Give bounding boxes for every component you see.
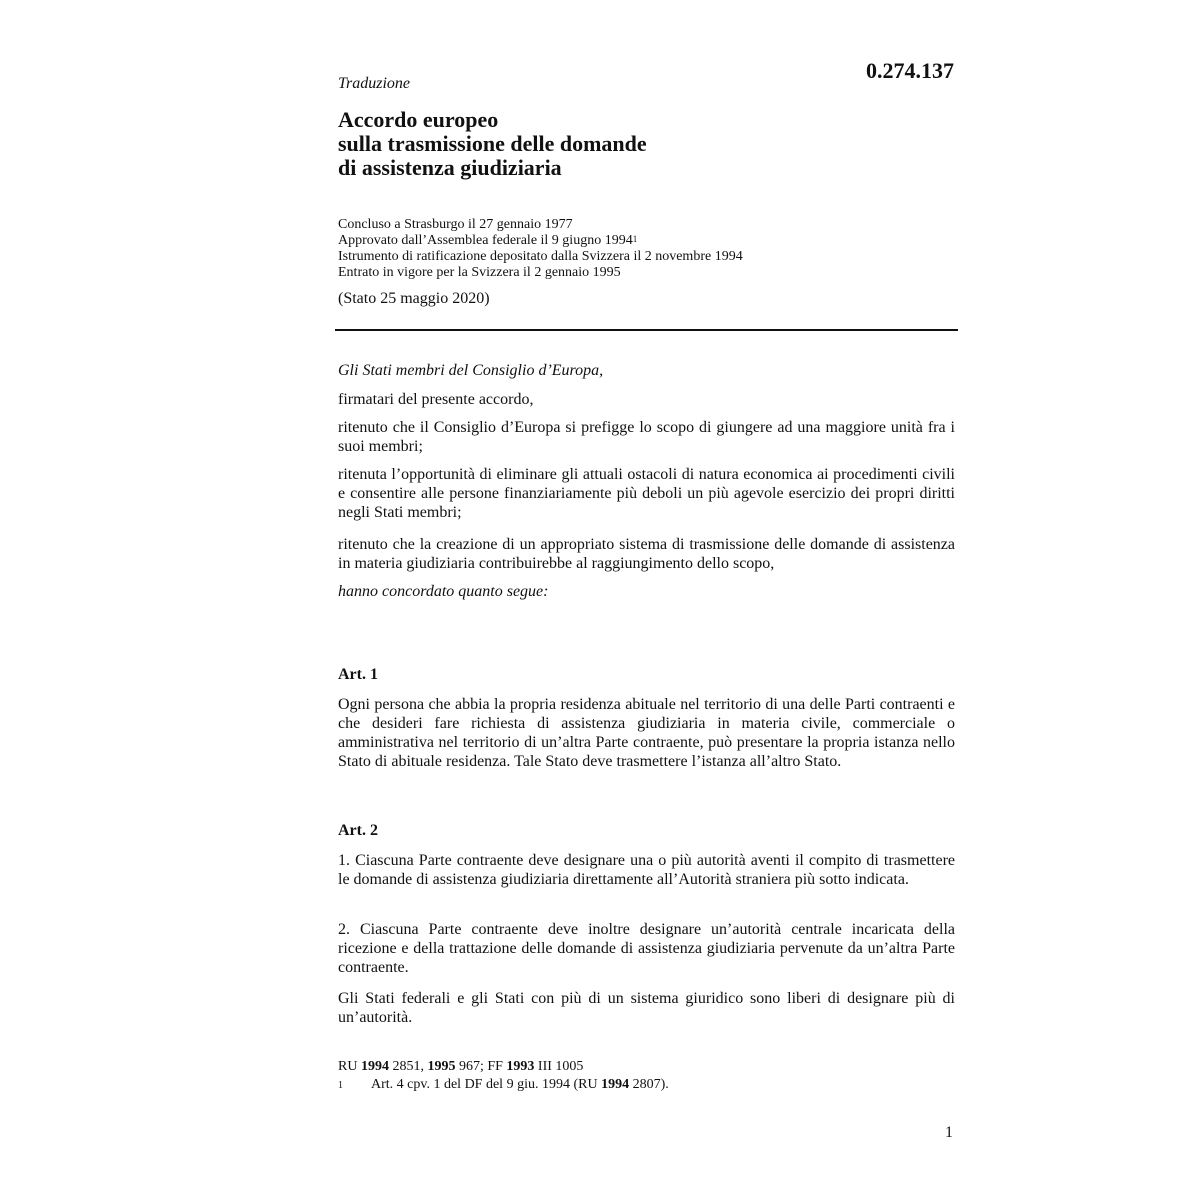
ru-year-1995: 1995 bbox=[427, 1059, 456, 1074]
ff-ref: III 1005 bbox=[534, 1059, 584, 1074]
document-metadata bbox=[338, 217, 743, 281]
meta-approved bbox=[338, 233, 743, 249]
article-2-heading: Art. 2 bbox=[338, 822, 378, 839]
article-1-heading: Art. 1 bbox=[338, 666, 378, 683]
footnote-year: 1994 bbox=[601, 1077, 630, 1092]
footnote-1 bbox=[338, 1076, 669, 1095]
preamble-paragraph-3: ritenuta l’opportunità di eliminare gli attuali ostacoli di natura economica ai procedimenti civili e consentire alle persone finanziariamente più deboli un più agevole esercizio dei propri diritti negli Stati membri; bbox=[338, 466, 955, 521]
preamble-paragraph-2: ritenuto che il Consiglio d’Europa si prefigge lo scopo di giungere ad una maggiore unità fra i suoi membri; bbox=[338, 419, 955, 455]
article-2-paragraph-3: Gli Stati federali e gli Stati con più di un sistema giuridico sono liberi di designare più di un’autorità. bbox=[338, 990, 955, 1026]
meta-approved-text: Approvato dall’Assemblea federale il 9 giugno 1994 bbox=[338, 233, 633, 248]
meta-in-force: Entrato in vigore per la Svizzera il 2 gennaio 1995 bbox=[338, 265, 621, 280]
ru-year-1994: 1994 bbox=[360, 1059, 389, 1074]
status-date: (Stato 25 maggio 2020) bbox=[338, 290, 490, 307]
footnote-1-number: 1 bbox=[338, 1080, 343, 1091]
preamble-paragraph-1: firmatari del presente accordo, bbox=[338, 391, 534, 408]
translation-label: Traduzione bbox=[338, 75, 411, 92]
article-2-paragraph-2: 2. Ciascuna Parte contraente deve inoltre designare un’autorità centrale incaricata della ricezione e della trattazione delle domande di assistenza giudiziaria pervenute da un’altra Parte contraente. bbox=[338, 921, 955, 976]
ru-page-2851: 2851, bbox=[388, 1059, 428, 1074]
ru-label: RU bbox=[338, 1059, 361, 1074]
publication-references bbox=[338, 1058, 669, 1076]
article-2-paragraph-1: 1. Ciascuna Parte contraente deve designare una o più autorità aventi il compito di trasmettere le domande di assistenza giudiziaria direttamente all’Autorità straniera più sotto indicata. bbox=[338, 852, 955, 888]
page-number: 1 bbox=[945, 1124, 953, 1141]
footnote-text-c: 2807). bbox=[629, 1077, 669, 1092]
footnote-ref-1[interactable]: 1 bbox=[632, 234, 638, 244]
title-line-2: sulla trasmissione delle domande bbox=[338, 131, 647, 156]
footnote-text-a: Art. 4 cpv. 1 del DF del 9 giu. 1994 (RU bbox=[371, 1077, 602, 1092]
title-line-3: di assistenza giudiziaria bbox=[338, 155, 562, 180]
footnote-1-text bbox=[371, 1076, 669, 1095]
sr-number: 0.274.137 bbox=[866, 58, 954, 83]
footnotes bbox=[338, 1058, 669, 1095]
document-title bbox=[338, 108, 647, 180]
ff-year-1993: 1993 bbox=[506, 1059, 535, 1074]
ru-page-967: 967; FF bbox=[455, 1059, 507, 1074]
title-line-1: Accordo europeo bbox=[338, 107, 499, 132]
meta-ratification: Istrumento di ratificazione depositato dalla Svizzera il 2 novembre 1994 bbox=[338, 249, 743, 264]
header-divider bbox=[335, 329, 958, 331]
preamble-intro: Gli Stati membri del Consiglio d’Europa, bbox=[338, 362, 604, 379]
article-1-paragraph: Ogni persona che abbia la propria residenza abituale nel territorio di una delle Parti contraenti e che desideri fare richiesta di assistenza giudiziaria in materia civile, commerciale o amministrativa nel territorio di un’altra Parte contraente, può presentare la propria istanza nello Stato di abituale residenza. Tale Stato deve trasmettere l’istanza all’altro Stato. bbox=[338, 696, 955, 770]
meta-concluded: Concluso a Strasburgo il 27 gennaio 1977 bbox=[338, 217, 573, 232]
preamble-paragraph-4: ritenuto che la creazione di un appropriato sistema di trasmissione delle domande di assistenza in materia giudiziaria contribuirebbe al raggiungimento dello scopo, bbox=[338, 536, 955, 572]
preamble-closing: hanno concordato quanto segue: bbox=[338, 583, 549, 600]
